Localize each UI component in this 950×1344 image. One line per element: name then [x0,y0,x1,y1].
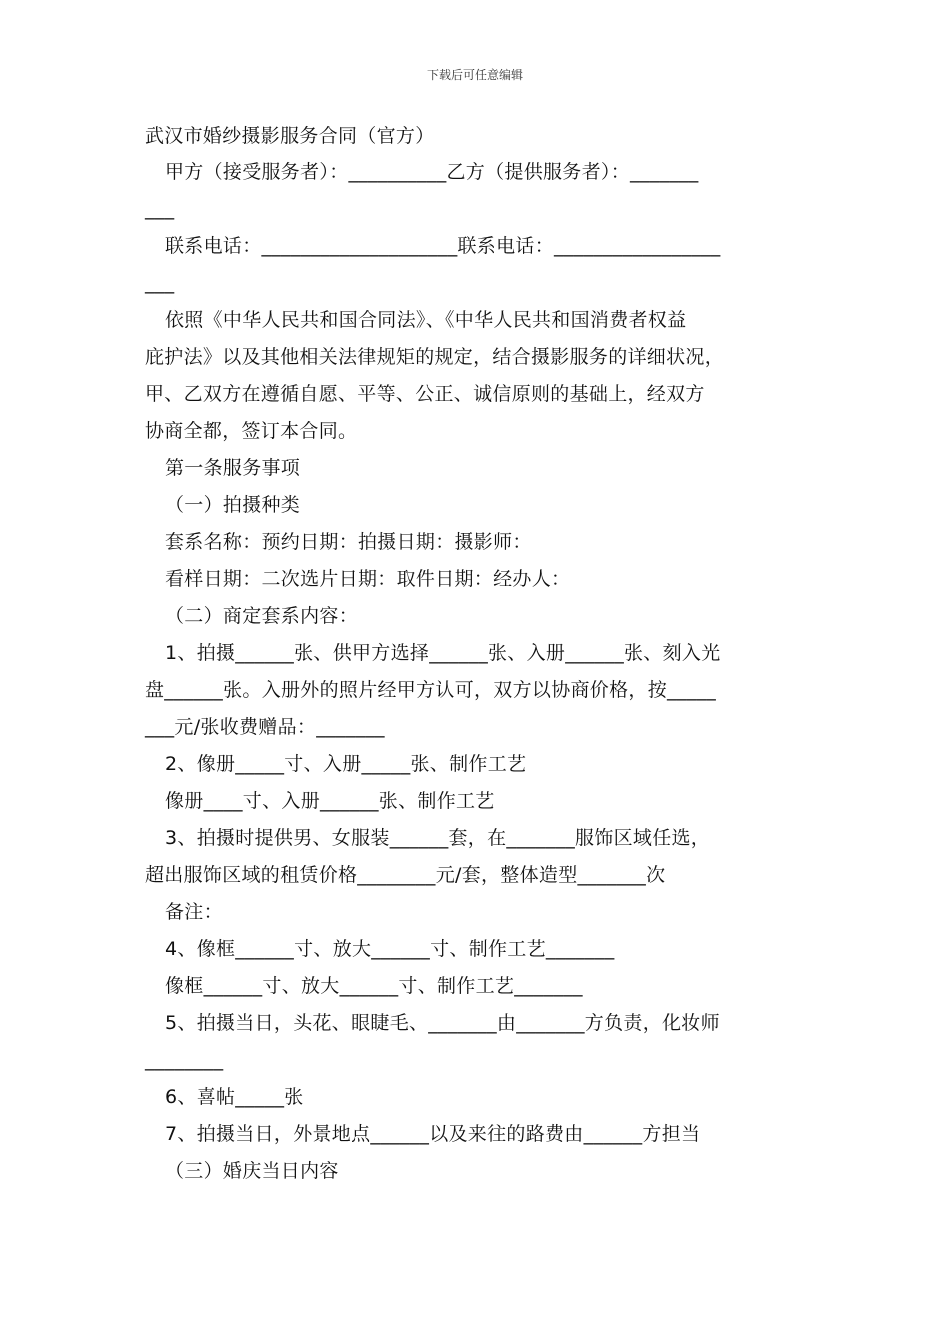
page-header: 下载后可任意编辑 [426,68,523,82]
paragraph-line: 庇护法》以及其他相关法律规矩的规定，结合摄影服务的详细状况， [145,346,725,368]
item-line: 6、喜帖_____张 [165,1086,304,1108]
item-line: 像册____寸、入册______张、制作工艺 [165,790,495,812]
contract-title: 武汉市婚纱摄影服务合同（官方） [145,125,435,147]
party-line: 甲方（接受服务者）：__________乙方（提供服务者）：_______ [165,161,699,183]
subsection-heading: （一）拍摄种类 [165,494,301,516]
item-line-cont: 超出服饰区域的租赁价格________元/套，整体造型_______次 [145,864,666,886]
item-line: 像框______寸、放大______寸、制作工艺_______ [165,975,583,997]
item-line-cont: ________ [145,1049,224,1071]
item-line: 4、像框______寸、放大______寸、制作工艺_______ [165,938,615,960]
item-line: 3、拍摄时提供男、女服装______套，在_______服饰区域任选， [165,827,711,849]
paragraph-line: 依照《中华人民共和国合同法》、《中华人民共和国消费者权益 [165,309,687,331]
item-line: 2、像册_____寸、入册_____张、制作工艺 [165,753,527,775]
party-line-cont: ___ [145,198,175,220]
item-line-cont: 盘______张。入册外的照片经甲方认可，双方以协商价格，按_____ [145,679,717,701]
paragraph-line: 甲、乙双方在遵循自愿、平等、公正、诚信原则的基础上，经双方 [145,383,705,405]
item-line: 1、拍摄______张、供甲方选择______张、入册______张、刻入光 [165,642,721,664]
item-line-cont: ___元/张收费赠品：_______ [145,716,385,738]
subsection-heading: （二）商定套系内容： [165,605,359,627]
field-line: 套系名称：预约日期：拍摄日期：摄影师： [165,531,532,553]
item-line: 7、拍摄当日，外景地点______以及来往的路费由______方担当 [165,1123,701,1145]
phone-line-cont: ___ [145,272,175,294]
field-line: 看样日期：二次选片日期：取件日期：经办人： [165,568,571,590]
subsection-heading: （三）婚庆当日内容 [165,1160,339,1182]
item-line: 5、拍摄当日，头花、眼睫毛、_______由_______方负责，化妆师 [165,1012,720,1034]
section-heading: 第一条服务事项 [165,457,301,479]
phone-line: 联系电话：____________________联系电话：_________________ [165,235,721,257]
note-line: 备注： [165,901,223,923]
paragraph-line: 协商全都，签订本合同。 [145,420,358,442]
